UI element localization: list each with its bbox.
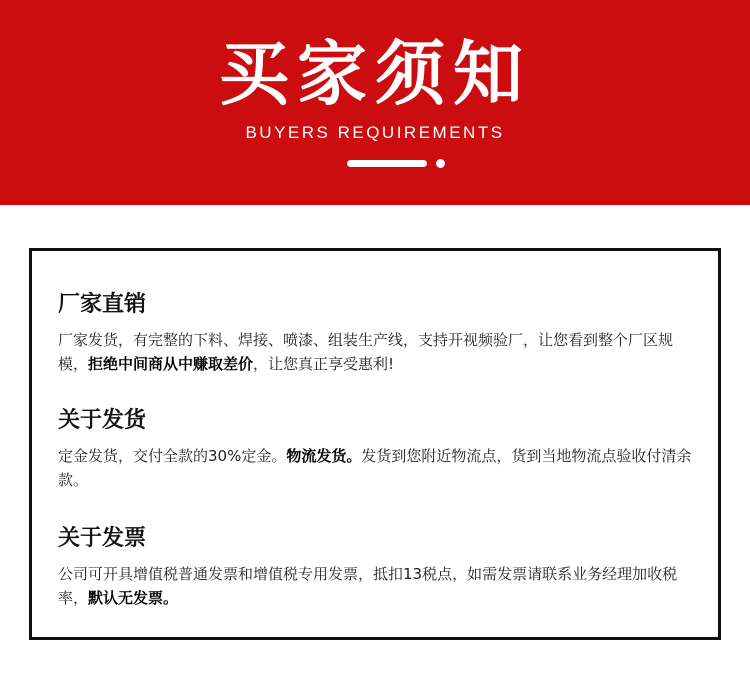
paragraph-emphasis: 默认无发票。: [88, 589, 179, 607]
section-heading: 关于发货: [58, 408, 147, 433]
header-banner: [0, 0, 750, 205]
section-invoice: [58, 524, 698, 610]
paragraph-text: ，让您真正享受惠利!: [253, 355, 395, 373]
paragraph-emphasis: 物流发货。: [286, 447, 362, 465]
page-subtitle: BUYERS REQUIREMENTS: [245, 123, 505, 142]
notice-box: [29, 248, 721, 640]
section-paragraph: [58, 328, 698, 376]
paragraph-text: 发货到您附近物流点，货到当地物流点验收付清余款。: [58, 447, 692, 489]
decorative-dot: [436, 159, 445, 168]
section-paragraph: [58, 444, 698, 492]
paragraph-text: 公司可开具增值税普通发票和增值税专用发票，抵扣13税点，如需发票请联系业务经理加收税率，: [58, 565, 678, 607]
section-heading: 厂家直销: [58, 292, 147, 317]
section-paragraph: [58, 562, 698, 610]
decorative-bar: [347, 160, 427, 167]
section-shipping: [58, 406, 698, 492]
paragraph-text: 定金发货，交付全款的30%定金。: [58, 447, 287, 465]
page-title: 买家须知: [219, 33, 531, 115]
section-factory-direct: [58, 290, 698, 376]
paragraph-emphasis: 拒绝中间商从中赚取差价: [88, 355, 254, 373]
section-heading: 关于发票: [58, 526, 147, 551]
paragraph-text: 厂家发货，有完整的下料、焊接、喷漆、组装生产线，支持开视频验厂，让您看到整个厂区规模，: [58, 331, 674, 373]
